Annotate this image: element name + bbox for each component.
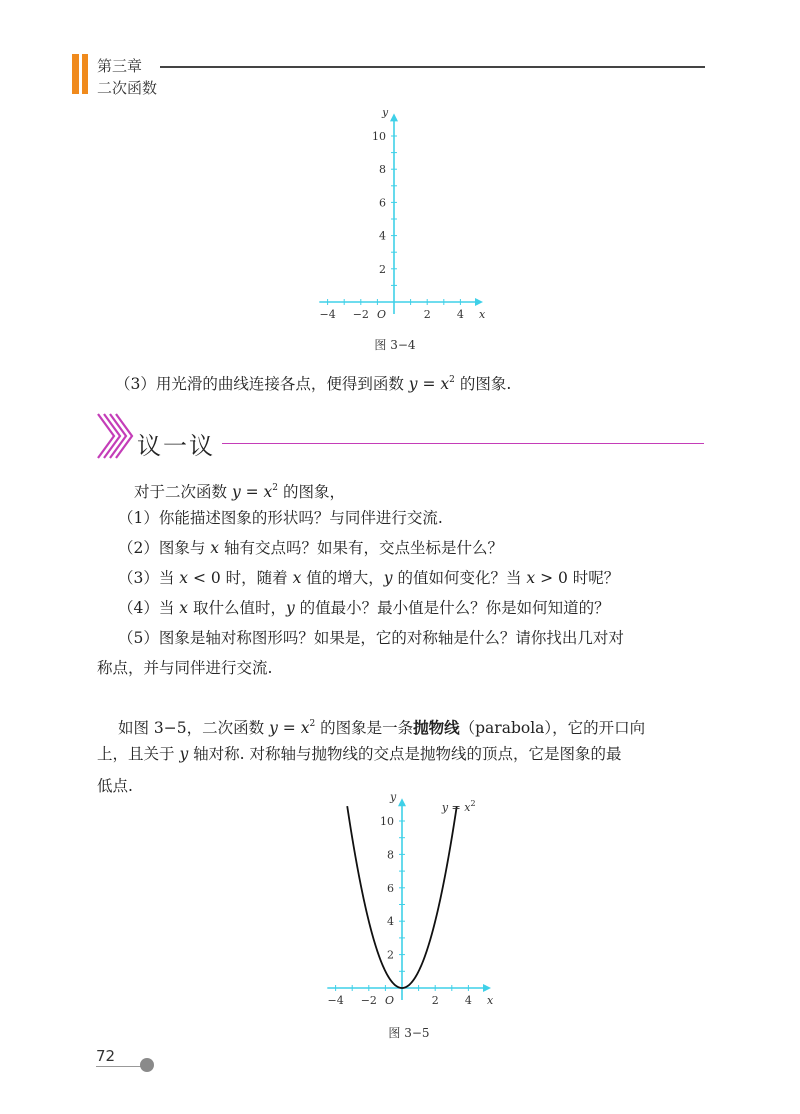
y-tick-label: 8	[379, 163, 386, 177]
x-axis-arrow-icon	[483, 984, 491, 992]
y-tick-label: 8	[387, 848, 394, 862]
y-axis-arrow-icon	[398, 798, 406, 806]
figure-caption: 图 3−5	[388, 1026, 430, 1040]
chevron-arrows-icon	[96, 412, 136, 460]
origin-label: O	[376, 308, 386, 321]
x-tick-label: 2	[431, 994, 439, 1007]
figure-caption: 图 3−4	[374, 338, 416, 352]
y-tick-label: 4	[387, 915, 394, 929]
step-3-text: （3）用光滑的曲线连接各点，便得到函数 $y = x^2$ 的图象.	[115, 375, 512, 393]
question-2: （2）图象与 x 轴有交点吗？如果有，交点坐标是什么？	[118, 539, 503, 557]
question-1: （1）你能描述图象的形状吗？与同伴进行交流.	[118, 509, 443, 527]
page-dot	[140, 1058, 154, 1072]
chapter-marker-bar	[72, 54, 79, 94]
x-tick-label: 2	[423, 308, 431, 321]
y-axis-arrow-icon	[390, 113, 398, 121]
x-tick-label: −2	[360, 994, 377, 1007]
x-axis-label: x	[479, 308, 486, 321]
section-title: 议一议	[137, 432, 215, 460]
question-5-line-1: （5）图象是轴对称图形吗？如果是，它的对称轴是什么？请你找出几对对	[118, 629, 624, 647]
y-tick-label: 4	[379, 229, 386, 243]
y-tick-label: 6	[379, 196, 386, 210]
x-axis-arrow-icon	[475, 298, 483, 306]
question-4: （4）当 x 取什么值时，y 的值最小？最小值是什么？你是如何知道的？	[118, 599, 610, 617]
y-tick-label: 10	[372, 130, 386, 143]
y-tick-label: 2	[379, 262, 386, 276]
term-parabola: 抛物线	[413, 719, 460, 737]
curve-label: $y = x^2$	[441, 798, 476, 814]
x-axis-label: x	[487, 994, 494, 1007]
paragraph-line-2: 上，且关于 y 轴对称. 对称轴与抛物线的交点是抛物线的顶点，它是图象的最	[97, 745, 622, 763]
x-tick-label: −2	[352, 308, 369, 321]
y-tick-label: 6	[387, 881, 394, 895]
chapter-marker-bar	[82, 54, 88, 94]
y-axis-label: y	[390, 790, 397, 804]
question-3: （3）当 x < 0 时，随着 x 值的增大，y 的值如何变化？当 x > 0 时呢？	[118, 569, 620, 587]
chapter-number: 第三章	[97, 57, 143, 75]
page-number: 72	[96, 1047, 116, 1065]
figure-3-4-axes	[300, 110, 500, 330]
chapter-title: 二次函数	[97, 79, 158, 97]
paragraph-line-1: 如图 3−5，二次函数 $y = x^2$ 的图象是一条抛物线（parabola），它的开口向	[118, 719, 646, 737]
question-intro: 对于二次函数 $y = x^2$ 的图象，	[134, 483, 345, 501]
x-tick-label: 4	[456, 308, 464, 321]
y-tick-label: 10	[380, 815, 394, 828]
figure-3-5-parabola	[320, 786, 520, 1011]
y-tick-label: 2	[387, 948, 394, 962]
page-rule	[96, 1066, 144, 1067]
header-rule	[160, 66, 705, 68]
y-axis-label: y	[382, 110, 389, 119]
section-rule	[222, 443, 704, 444]
paragraph-line-3: 低点.	[97, 777, 133, 795]
question-5-line-2: 称点，并与同伴进行交流.	[97, 659, 273, 677]
x-tick-label: −4	[319, 308, 336, 321]
x-tick-label: −4	[327, 994, 344, 1007]
x-tick-label: 4	[464, 994, 472, 1007]
origin-label: O	[384, 994, 394, 1007]
